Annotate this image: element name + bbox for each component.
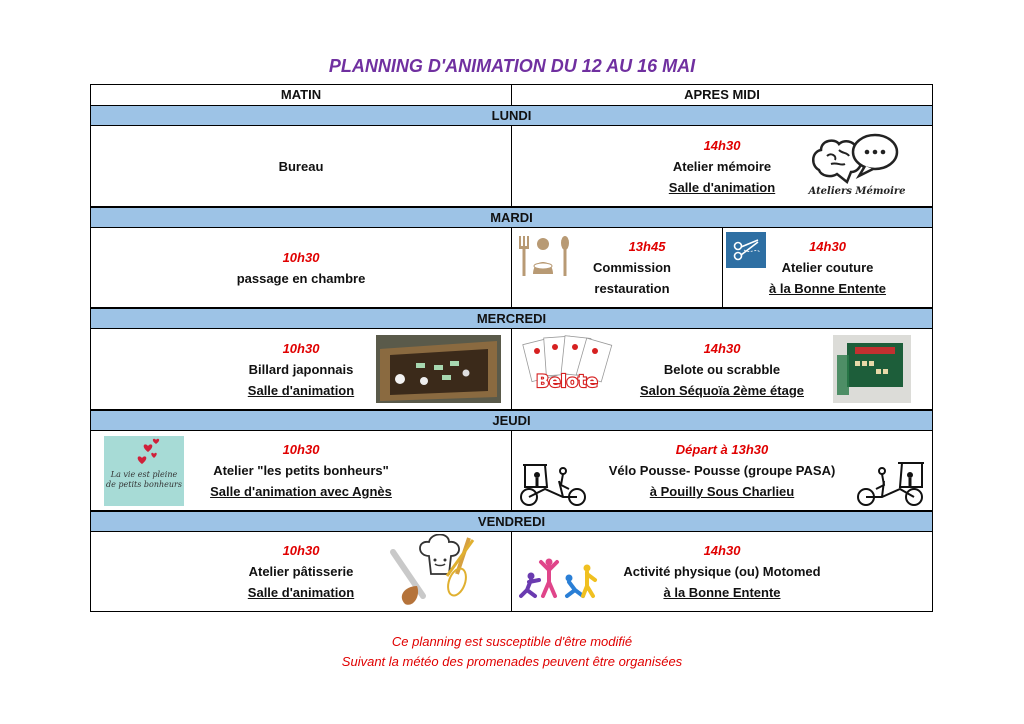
mardi-morning [91,228,511,307]
petits-bonheurs-text: La vie est pleine de petits bonheurs [106,470,182,489]
mardi-afternoon2-time: 14h30 [809,239,846,254]
belote-card-text: Belote [536,372,598,392]
jeudi-morning-time: 10h30 [282,442,320,457]
memory-logo-text: Ateliers Mémoire [808,186,906,197]
vendredi-morning-time: 10h30 [282,543,320,558]
row-mercredi [91,329,932,410]
mercredi-morning-place: Salle d'animation [247,382,355,398]
mercredi-morning-activity: Billard japonnais [248,361,354,377]
pastry-chef-icon [387,534,483,608]
physical-activity-icon [519,556,599,600]
mardi-afternoon1-time: 13h45 [628,239,666,254]
vendredi-afternoon-activity: Activité physique (ou) Motomed [623,564,821,579]
lundi-morning-text: Bureau [278,158,324,174]
header-afternoon: APRES MIDI [684,87,760,102]
memory-workshop-logo [807,130,907,202]
lundi-morning [91,126,511,206]
lundi-afternoon-time: 14h30 [703,137,741,153]
rickshaw-bike-left-icon [519,461,589,507]
sewing-icon [726,232,766,268]
row-jeudi [91,431,932,511]
billiard-image [376,335,501,403]
day-band-mardi: MARDI [91,207,932,228]
schedule-table [90,84,933,612]
day-band-mercredi: MERCREDI [91,308,932,329]
day-band-jeudi: JEUDI [91,410,932,431]
vendredi-morning-activity: Atelier pâtisserie [248,564,354,579]
jeudi-morning-place: Salle d'animation avec Agnès [210,484,392,499]
footer-note-2: Suivant la météo des promenades peuvent être organisées [341,654,683,669]
row-mardi [91,228,932,308]
mardi-afternoon1-line1: Commission [592,260,671,275]
jeudi-afternoon-time: Départ à 13h30 [675,442,769,457]
mardi-afternoon2-place: à la Bonne Entente [768,281,887,296]
jeudi-afternoon-place: à Pouilly Sous Charlieu [649,484,795,499]
mercredi-afternoon-time: 14h30 [703,340,741,356]
jeudi-morning-activity: Atelier "les petits bonheurs" [213,463,389,478]
header-morning: MATIN [280,87,322,102]
rickshaw-bike-right-icon [854,459,926,507]
mercredi-morning-time: 10h30 [282,340,320,356]
vendredi-morning-place: Salle d'animation [247,585,355,600]
footer-note-1: Ce planning est susceptible d'être modifié [391,634,633,649]
lundi-afternoon-place: Salle d'animation [668,179,776,195]
scrabble-image [833,335,911,403]
mercredi-afternoon-activity: Belote ou scrabble [663,361,781,377]
table-header [91,85,932,106]
row-vendredi [91,532,932,611]
page-title: PLANNING D'ANIMATION DU 12 AU 16 MAI [328,56,696,76]
mardi-afternoon2-activity: Atelier couture [781,260,874,275]
vendredi-afternoon-time: 14h30 [703,543,741,558]
belote-cards-image [521,335,613,403]
day-band-vendredi: VENDREDI [91,511,932,532]
row-lundi [91,126,932,207]
lundi-afternoon-activity: Atelier mémoire [672,158,772,174]
petits-bonheurs-image [104,436,184,506]
vendredi-afternoon-place: à la Bonne Entente [663,585,781,600]
jeudi-afternoon-activity: Vélo Pousse- Pousse (groupe PASA) [608,463,836,478]
day-band-lundi: LUNDI [91,105,932,126]
mercredi-afternoon-place: Salon Séquoïa 2ème étage [639,382,804,398]
mardi-morning-time: 10h30 [282,249,320,265]
mardi-afternoon1-line2: restauration [594,281,670,296]
restaurant-icon [515,234,571,278]
mardi-morning-activity: passage en chambre [236,270,366,286]
